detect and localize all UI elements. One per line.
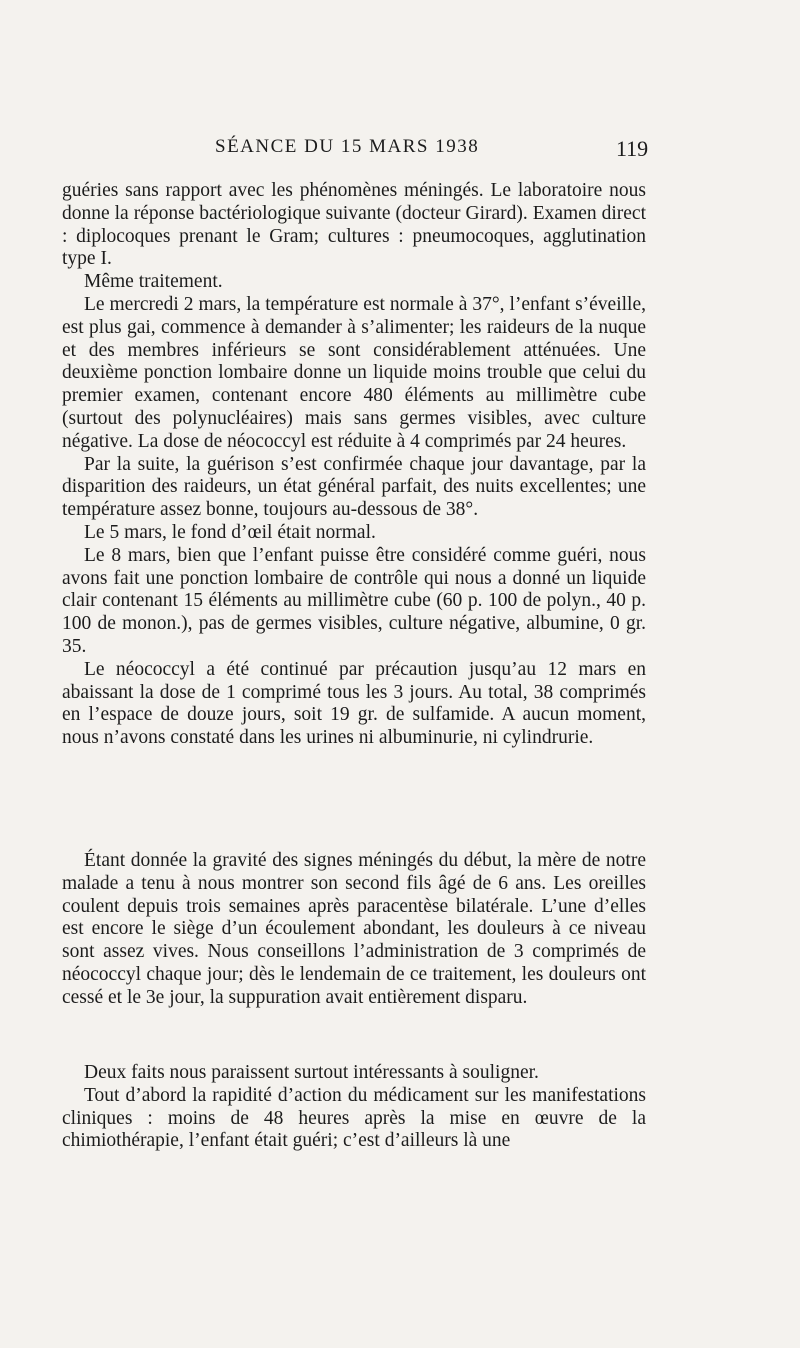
running-title: SÉANCE DU 15 MARS 1938	[215, 136, 480, 157]
text-block-conclusions	[62, 1062, 646, 1153]
running-header	[0, 128, 800, 168]
paragraph-two-facts: Deux faits nous paraissent surtout intéressants à souligner.	[84, 1062, 539, 1083]
paragraph-fundus: Le 5 mars, le fond d’œil était normal.	[84, 521, 376, 543]
paragraph-dosage: Le néococcyl a été continué par précaution jusqu’au 12 mars en abaissant la dose de 1 comprimé tous les 3 jours. Au total, 38 comprimés en l’espace de douze jours, soit 19 gr. de sulfamide. A aucun moment, nous n’avons constaté dans les urines ni albuminurie, ni cylindrurie.	[62, 658, 646, 749]
paragraph-recovery: Par la suite, la guérison s’est confirmée chaque jour davantage, par la disparition des raideurs, un état général parfait, des nuits excellentes; une température assez bonne, toujours au-dessous de 38°.	[62, 453, 646, 521]
page-number: 119	[616, 136, 649, 161]
paragraph-continuation: guéries sans rapport avec les phénomènes méningés. Le laboratoire nous donne la réponse bactériologique suivante (docteur Girard). Examen direct : diplocoques prenant le Gram; cultures : pneumocoques, agglutination type I.	[62, 180, 646, 270]
paragraph-rapidity: Tout d’abord la rapidité d’action du médicament sur les manifestations cliniques : moins de 48 heures après la mise en œuvre de la chimiothérapie, l’enfant était guéri; c’est d’ailleurs là une	[62, 1084, 646, 1152]
paragraph-second-son: Étant donnée la gravité des signes méningés du début, la mère de notre malade a tenu à nous montrer son second fils âgé de 6 ans. Les oreilles coulent depuis trois semaines après paracentèse bilatérale. L’une d’elles est encore le siège d’un écoulement abondant, les douleurs à ce niveau sont assez vives. Nous conseillons l’administration de 3 comprimés de néococcyl chaque jour; dès le lendemain de ce traitement, les douleurs ont cessé et le 3e jour, la suppuration avait entièrement disparu.	[62, 850, 646, 1008]
text-block-case-progress	[62, 180, 646, 750]
text-block-second-son	[62, 850, 646, 1010]
paragraph-wednesday: Le mercredi 2 mars, la température est normale à 37°, l’enfant s’éveille, est plus gai, commence à demander à s’alimenter; les raideurs de la nuque et des membres inférieurs se sont considérablement atténuées. Une deuxième ponction lombaire donne un liquide moins trouble que celui du premier examen, contenant encore 480 éléments au millimètre cube (surtout des polynucléaires) mais sans germes visibles, avec culture négative. La dose de néococcyl est réduite à 4 comprimés par 24 heures.	[62, 293, 646, 452]
paragraph-same-treatment: Même traitement.	[84, 271, 223, 293]
paragraph-control-puncture: Le 8 mars, bien que l’enfant puisse être considéré comme guéri, nous avons fait une ponction lombaire de contrôle qui nous a donné un liquide clair contenant 15 éléments au millimètre cube (60 p. 100 de polyn., 40 p. 100 de monon.), pas de germes visibles, culture négative, albumine, 0 gr. 35.	[62, 544, 646, 657]
